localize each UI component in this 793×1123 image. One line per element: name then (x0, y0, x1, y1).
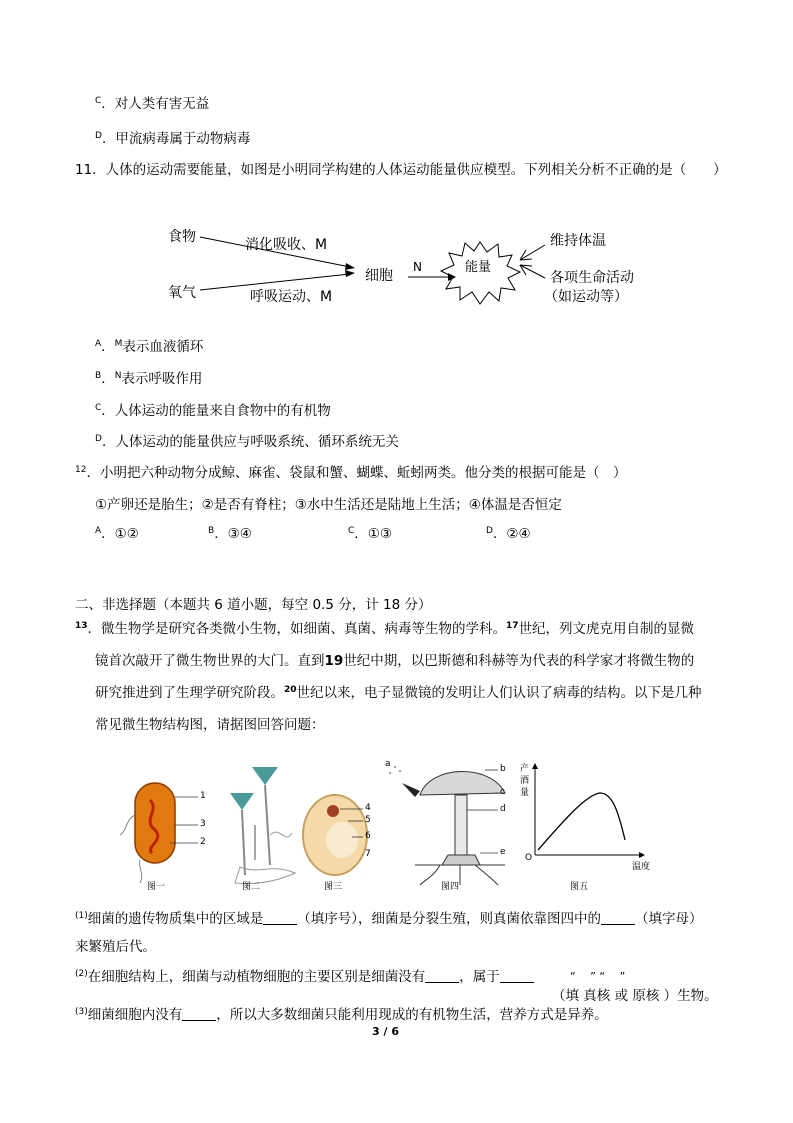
option-symbol: N (114, 371, 122, 381)
option-letter: B (95, 371, 102, 381)
option-text: 表示呼吸作用 (121, 371, 203, 387)
text: 细菌细胞内没有 (87, 1007, 183, 1023)
question-number: 12 (75, 465, 87, 475)
mushroom-figure (389, 766, 505, 885)
q12-option-d (486, 525, 531, 545)
q12-criteria: ①产卵还是胎生；②是否有脊柱；③水中生活还是陆地上生活；④体温是否恒定 (95, 497, 562, 513)
fig1-caption: 图一 (147, 882, 166, 892)
q13-paragraph-line-3 (95, 684, 702, 704)
oxygen-label: 氧气 (168, 285, 196, 301)
q11-option-c (95, 402, 331, 422)
n-label: N (413, 260, 422, 274)
life-activity-note: （如运动等） (544, 289, 628, 305)
fig4-label-c: c (500, 787, 505, 797)
option-dot: ． (101, 371, 115, 387)
fig1-label-1: 1 (200, 791, 206, 801)
fig5-origin-label: O (525, 853, 533, 863)
option-letter: D (95, 434, 102, 444)
alcohol-temperature-chart (532, 763, 645, 858)
option-letter: B (208, 526, 215, 536)
q12-stem (75, 464, 626, 484)
q13-paragraph-line-2 (95, 652, 694, 670)
question-number: 13 (75, 621, 88, 631)
fig1-label-3: 3 (200, 819, 206, 829)
q12-option-b (208, 525, 252, 545)
option-text: ．对人类有害无益 (101, 96, 210, 112)
option-text: ．①③ (354, 526, 393, 542)
option-letter: D (95, 131, 102, 141)
option-text: ．甲流病毒属于动物病毒 (101, 131, 251, 147)
food-label: 食物 (168, 229, 196, 245)
option-text: ．人体运动的能量供应与呼吸系统、循环系统无关 (101, 434, 399, 450)
text: 世纪以来，电子显微镜的发明让人们认识了病毒的结构。以下是几种 (296, 685, 702, 701)
question-text: ．小明把六种动物分成鲸、麻雀、袋鼠和蟹、蝴蝶、蚯蚓两类。他分类的根据可能是（ ） (86, 465, 627, 481)
answer-blank[interactable] (500, 970, 534, 983)
text: 世纪，列文虎克用自制的显微 (518, 621, 695, 637)
fig4-caption: 图四 (441, 882, 460, 892)
option-letter: A (95, 339, 102, 349)
option-text: ．①② (101, 526, 139, 542)
fig2-caption: 图二 (242, 882, 261, 892)
q13-sub2-quotes: “ ” “ ” (570, 970, 626, 983)
century-number: 19 (324, 653, 344, 669)
fig1-label-2: 2 (200, 837, 206, 847)
option-text: ．②④ (492, 526, 531, 542)
life-activity-label: 各项生命活动 (550, 270, 634, 286)
q13-paragraph-line-1 (75, 620, 694, 640)
q11-option-d (95, 433, 399, 453)
century-number: 20 (284, 685, 297, 695)
text: 镜首次敲开了微生物世界的大门。直到 (95, 653, 325, 669)
answer-blank[interactable] (425, 970, 459, 983)
energy-label: 能量 (465, 260, 492, 275)
body-temp-label: 维持体温 (550, 233, 606, 249)
q10-option-c (95, 95, 209, 115)
fig3-label-5: 5 (365, 815, 371, 825)
text: ，所以大多数细菌只能利用现成的有机物生活，营养方式是异养。 (216, 1007, 608, 1023)
q12-option-c (348, 525, 392, 545)
answer-blank[interactable] (263, 912, 297, 925)
q11-option-b (95, 370, 202, 390)
text: （填序号），细菌是分裂生殖，则真菌依靠图四中的 (297, 911, 601, 927)
answer-blank[interactable] (601, 912, 635, 925)
section-2-heading: 二、非选择题（本题共 6 道小题，每空 0.5 分，计 18 分） (75, 597, 432, 613)
fig5-y-label-2: 酒 (520, 776, 530, 786)
fig3-label-7: 7 (365, 849, 371, 859)
option-letter: C (95, 403, 102, 413)
option-letter: C (95, 96, 102, 106)
century-number: 17 (506, 621, 519, 631)
fig3-label-6: 6 (365, 831, 371, 841)
cell-label: 细胞 (365, 268, 393, 284)
q11-stem: 11．人体的运动需要能量，如图是小明同学构建的人体运动能量供应模型。下列相关分析不正确的是（ ） (75, 162, 727, 178)
fig3-label-4: 4 (365, 803, 371, 813)
fig5-caption: 图五 (570, 882, 589, 892)
q13-paragraph-line-4: 常见微生物结构图，请据图回答问题： (95, 717, 325, 733)
option-letter: C (348, 526, 355, 536)
fig4-label-d: d (500, 804, 506, 814)
q13-sub1 (75, 910, 703, 930)
text: （填字母） (635, 911, 703, 927)
fig4-label-e: e (500, 847, 506, 857)
microbe-figures (120, 755, 680, 895)
text: 研究推进到了生理学研究阶段。 (95, 685, 284, 701)
q13-sub1-cont: 来繁殖后代。 (75, 939, 156, 955)
q13-sub2-hint: （填 真核 或 原核 ）生物。 (552, 988, 718, 1004)
text: 细菌的遗传物质集中的区域是 (87, 911, 264, 927)
q10-option-d (95, 130, 250, 150)
page-number: 3 / 6 (372, 1025, 399, 1038)
sub-number: (3) (75, 1007, 88, 1017)
energy-supply-diagram (160, 220, 660, 320)
q13-sub3 (75, 1006, 608, 1026)
fig4-label-b: b (500, 764, 506, 774)
fig5-x-label: 温度 (632, 862, 651, 872)
option-dot: ． (101, 339, 115, 355)
sub-number: (2) (75, 969, 88, 979)
bacterium-figure (120, 783, 198, 883)
sub-number: (1) (75, 911, 88, 921)
q13-sub2 (75, 968, 534, 988)
option-text: ．人体运动的能量来自食物中的有机物 (101, 403, 331, 419)
text: ．微生物学是研究各类微小生物，如细菌、真菌、病毒等生物的学科。 (87, 621, 507, 637)
q12-option-a (95, 525, 139, 545)
text: ，属于 (459, 969, 500, 985)
fig5-y-label-3: 量 (520, 788, 530, 798)
option-symbol: M (114, 339, 123, 349)
digest-label: 消化吸收、M (245, 237, 328, 253)
option-text: ．③④ (214, 526, 252, 542)
breath-label: 呼吸运动、M (250, 289, 333, 305)
option-text: 表示血液循环 (122, 339, 204, 355)
option-letter: A (95, 526, 102, 536)
text: 世纪中期，以巴斯德和科赫等为代表的科学家才将微生物的 (343, 653, 695, 669)
mold-figure (230, 767, 295, 883)
q11-option-a (95, 338, 203, 358)
fig3-caption: 图三 (324, 882, 343, 892)
text: 在细胞结构上，细菌与动植物细胞的主要区别是细菌没有 (87, 969, 426, 985)
option-letter: D (486, 526, 493, 536)
fig5-y-label-1: 产 (520, 764, 530, 774)
fig4-label-a: a (385, 759, 391, 769)
answer-blank[interactable] (182, 1008, 216, 1021)
yeast-figure (303, 795, 367, 875)
